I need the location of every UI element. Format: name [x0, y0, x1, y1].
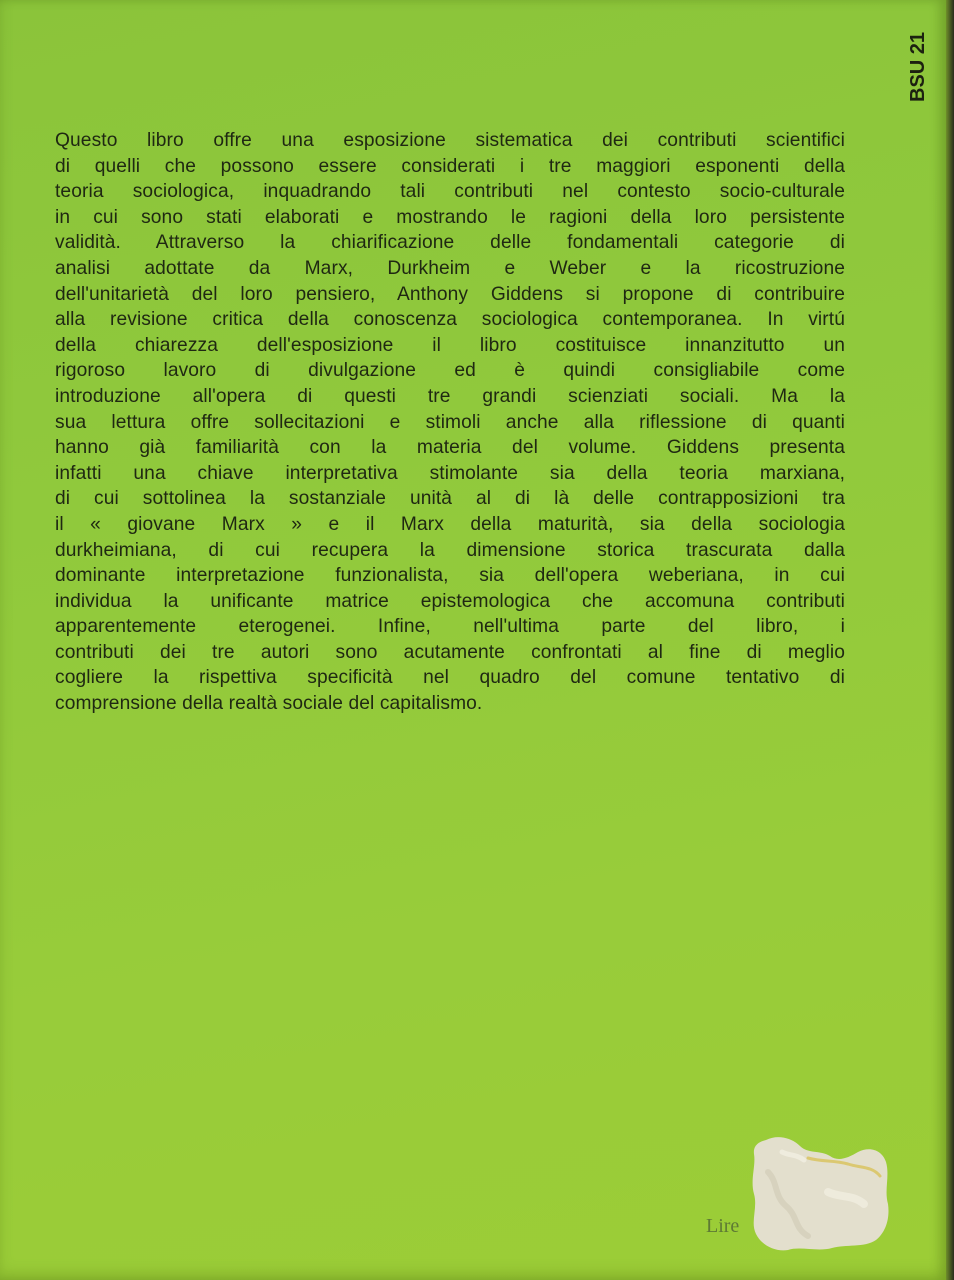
blurb-line: il « giovane Marx » e il Marx della maturità, sia della sociologia: [55, 513, 845, 535]
blurb-line: analisi adottate da Marx, Durkheim e Weber e la ricostruzione: [55, 257, 845, 279]
blurb-line: durkheimiana, di cui recupera la dimensione storica trascurata dalla: [55, 539, 845, 561]
blurb-line: Questo libro offre una esposizione sistematica dei contributi scientifici: [55, 130, 845, 151]
worn-price-sticker: [748, 1132, 890, 1252]
blurb-line: di cui sottolinea la sostanziale unità al di là delle contrapposizioni tra: [55, 488, 845, 510]
page-edge: [946, 0, 954, 1280]
blurb-line: dell'unitarietà del loro pensiero, Anthony Giddens si propone di contribuire: [55, 283, 845, 305]
blurb-line: teoria sociologica, inquadrando tali contributi nel contesto socio-culturale: [55, 181, 845, 203]
blurb-line: cogliere la rispettiva specificità nel quadro del comune tentativo di: [55, 667, 845, 689]
blurb-line: apparentemente eterogenei. Infine, nell'ultima parte del libro, i: [55, 616, 845, 638]
blurb-text: [55, 128, 845, 717]
blurb-line: sua lettura offre sollecitazioni e stimoli anche alla riflessione di quanti: [55, 411, 845, 433]
blurb-line: di quelli che possono essere considerati i tre maggiori esponenti della: [55, 155, 845, 177]
blurb-line: rigoroso lavoro di divulgazione ed è quindi consigliabile come: [55, 360, 845, 382]
blurb-line: hanno già familiarità con la materia del volume. Giddens presenta: [55, 437, 845, 459]
blurb-line: individua la unificante matrice epistemologica che accomuna contributi: [55, 590, 845, 612]
blurb-line: della chiarezza dell'esposizione il libro costituisce innanzitutto un: [55, 334, 845, 356]
price-label: Lire: [706, 1215, 740, 1237]
blurb-line: introduzione all'opera di questi tre grandi scienziati sociali. Ma la: [55, 385, 845, 407]
blurb-line: infatti una chiave interpretativa stimolante sia della teoria marxiana,: [55, 462, 845, 484]
series-code: BSU 21: [907, 31, 929, 102]
blurb-line: alla revisione critica della conoscenza sociologica contemporanea. In virtú: [55, 309, 845, 331]
blurb-line: dominante interpretazione funzionalista, sia dell'opera weberiana, in cui: [55, 565, 845, 587]
blurb-line: validità. Attraverso la chiarificazione delle fondamentali categorie di: [55, 232, 845, 254]
blurb-line: comprensione della realtà sociale del capitalismo.: [55, 693, 483, 715]
blurb-line: contributi dei tre autori sono acutamente confrontati al fine di meglio: [55, 641, 845, 663]
blurb-line: in cui sono stati elaborati e mostrando le ragioni della loro persistente: [55, 206, 845, 228]
